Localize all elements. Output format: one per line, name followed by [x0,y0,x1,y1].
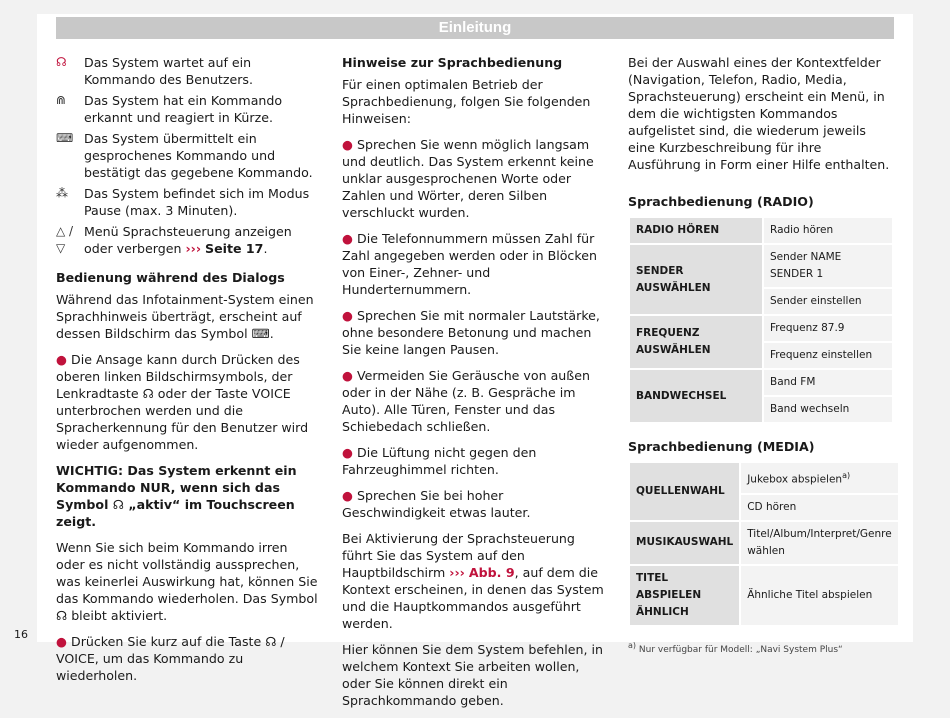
table-row [629,217,893,244]
response-cell: Titel/Album/Interpret/Genre wählen [740,521,899,565]
bullet-icon: ● [342,488,357,503]
bullet-item: ● Sprechen Sie wenn möglich langsam und deutlich. Das System erkennt keine unklar ausgesprochenen Worte oder Zahlen und Wörter, deren Silben verschluckt wurden. [342,137,594,220]
legend-item-toggle: △ / ▽ Menü Sprachsteuerung anzeigen oder verbergen ››› Seite 17. [56,224,292,256]
response-cell: Band wechseln [763,396,893,423]
command-cell: RADIO HÖREN [629,217,763,244]
bullet-icon: ● [56,634,71,649]
page-reference-link[interactable]: Seite 17 [205,241,264,256]
table-row [629,315,893,342]
response-cell: Ähnliche Titel abspielen [740,565,899,626]
paragraph: Hier können Sie dem System befehlen, in welchem Kontext Sie arbeiten wollen, oder Sie können direkt ein Sprachkommando geben. [342,642,603,708]
legend-text: Das System hat ein Kommando erkannt und reagiert in Kürze. [84,93,283,125]
table-row [629,565,899,626]
command-cell: SENDER AUSWÄHLEN [629,244,763,315]
bullet-icon: ● [342,445,357,460]
table-row [629,521,899,565]
bullet-item: ● Die Ansage kann durch Drücken des oberen linken Bildschirmsymbols, der Lenkradtaste ☊ oder der Taste VOICE unterbrochen werden und die Spracherkennung für den Benutzer wird wieder aufgenommen. [56,352,309,452]
column-1 [56,54,318,693]
paragraph: Wenn Sie sich beim Kommando irren oder es nicht vollständig aussprechen, was keinerlei Auswirkung hat, können Sie das Kommando wiederholen. Das Symbol ☊ bleibt aktiviert. [56,540,318,623]
table-row [629,244,893,288]
bullet-item: ● Sprechen Sie mit normaler Lautstärke, ohne besondere Betonung und machen Sie keine langen Pausen. [342,308,600,357]
triangle-toggle-icon: △ / ▽ [56,224,74,255]
important-note: WICHTIG: Das System erkennt ein Kommando NUR, wenn sich das Symbol ☊ „aktiv“ im Touchscreen zeigt. [56,463,297,529]
paragraph: Während das Infotainment-System einen Sprachhinweis überträgt, erscheint auf dessen Bildschirm das Symbol ⌨. [56,292,314,341]
media-commands-table [628,461,900,627]
section-heading: Hinweise zur Sprachbedienung [342,55,563,70]
bullet-icon: ● [342,368,357,383]
response-cell: Frequenz 87.9 [763,315,893,342]
page-number: 16 [14,628,28,641]
bullet-icon: ● [342,231,357,246]
pause-icon: ⁂ [56,186,68,200]
response-cell: Sender NAME SENDER 1 [763,244,893,288]
response-cell: Radio hören [763,217,893,244]
section-heading: Bedienung während des Dialogs [56,270,285,285]
media-table-title: Sprachbedienung (MEDIA) [628,439,815,454]
response-cell: Band FM [763,369,893,396]
table-row [629,462,899,494]
paragraph: Bei Aktivierung der Sprachsteuerung führt Sie das System auf den Hauptbildschirm ››› Abb. 9, auf dem die Kontext erscheinen, in denen das System und die Hauptkommandos ausgeführt werden. [342,531,604,631]
ear-icon: ⋒ [56,93,67,107]
arrow-icon: ››› [449,565,465,580]
legend-text: Menü Sprachsteuerung anzeigen oder verbergen [84,224,292,256]
legend-item [56,185,318,219]
table-row [629,369,893,396]
arrow-icon: ››› [185,241,202,256]
page-title: Einleitung [56,17,894,39]
legend-text: Das System wartet auf ein Kommando des Benutzers. [84,55,253,87]
command-cell: MUSIKAUSWAHL [629,521,740,565]
command-cell: TITEL ABSPIELEN ÄHNLICH [629,565,740,626]
bullet-item: ● Sprechen Sie bei hoher Geschwindigkeit etwas lauter. [342,488,531,520]
bullet-item: ● Die Telefonnummern müssen Zahl für Zahl angegeben werden oder in Blöcken von Einer-, Zehner- und Hunderternummern. [342,231,597,297]
radio-commands-table [628,216,894,424]
column-2 [342,54,608,718]
footnote-marker: a) [628,640,637,650]
response-cell: CD hören [740,494,899,521]
speak-wait-icon: ☊ [56,55,67,69]
footnote-text: Nur verfügbar für Modell: „Navi System Plus“ [638,644,843,655]
bullet-icon: ● [342,137,357,152]
bullet-item: ● Vermeiden Sie Geräusche von außen oder in der Nähe (z. B. Gespräche im Auto). Alle Türen, Fenster und das Schiebedach schließen. [342,368,590,434]
command-cell: FREQUENZ AUSWÄHLEN [629,315,763,369]
legend-text: Das System übermittelt ein gesprochenes Kommando und bestätigt das gegebene Kommando. [84,131,313,180]
footnote [628,637,894,659]
command-cell: BANDWECHSEL [629,369,763,423]
bullet-item: ● Drücken Sie kurz auf die Taste ☊ / VOICE, um das Kommando zu wiederholen. [56,634,285,683]
footnote-marker: a) [842,471,851,480]
radio-table-title: Sprachbedienung (RADIO) [628,194,814,209]
bullet-item: ● Die Lüftung nicht gegen den Fahrzeughimmel richten. [342,445,537,477]
paragraph: Für einen optimalen Betrieb der Sprachbedienung, folgen Sie folgenden Hinweisen: [342,77,591,126]
response-cell: Sender einstellen [763,288,893,315]
legend-item [56,54,318,88]
column-3 [628,54,894,659]
legend-item [56,92,318,126]
bullet-icon: ● [342,308,357,323]
bullet-icon: ● [56,352,71,367]
command-cell: QUELLENWAHL [629,462,740,521]
speech-output-icon: ⌨ [56,131,74,145]
legend-item [56,130,318,181]
paragraph: Bei der Auswahl eines der Kontextfelder (Navigation, Telefon, Radio, Media, Sprachsteuerung) erscheint ein Menü, in dem die wichtigsten Kommandos aufgelistet sind, die wiederum jeweils eine Kurzbeschreibung für ihre Ausführung in Form einer Hilfe enthalten. [628,55,890,172]
response-cell: Jukebox abspielen$^{a)}$ [740,462,899,494]
legend-text: Das System befindet sich im Modus Pause (max. 3 Minuten). [84,186,310,218]
response-cell: Frequenz einstellen [763,342,893,369]
icon-legend [56,54,318,257]
figure-reference-link[interactable]: Abb. 9 [468,565,515,580]
